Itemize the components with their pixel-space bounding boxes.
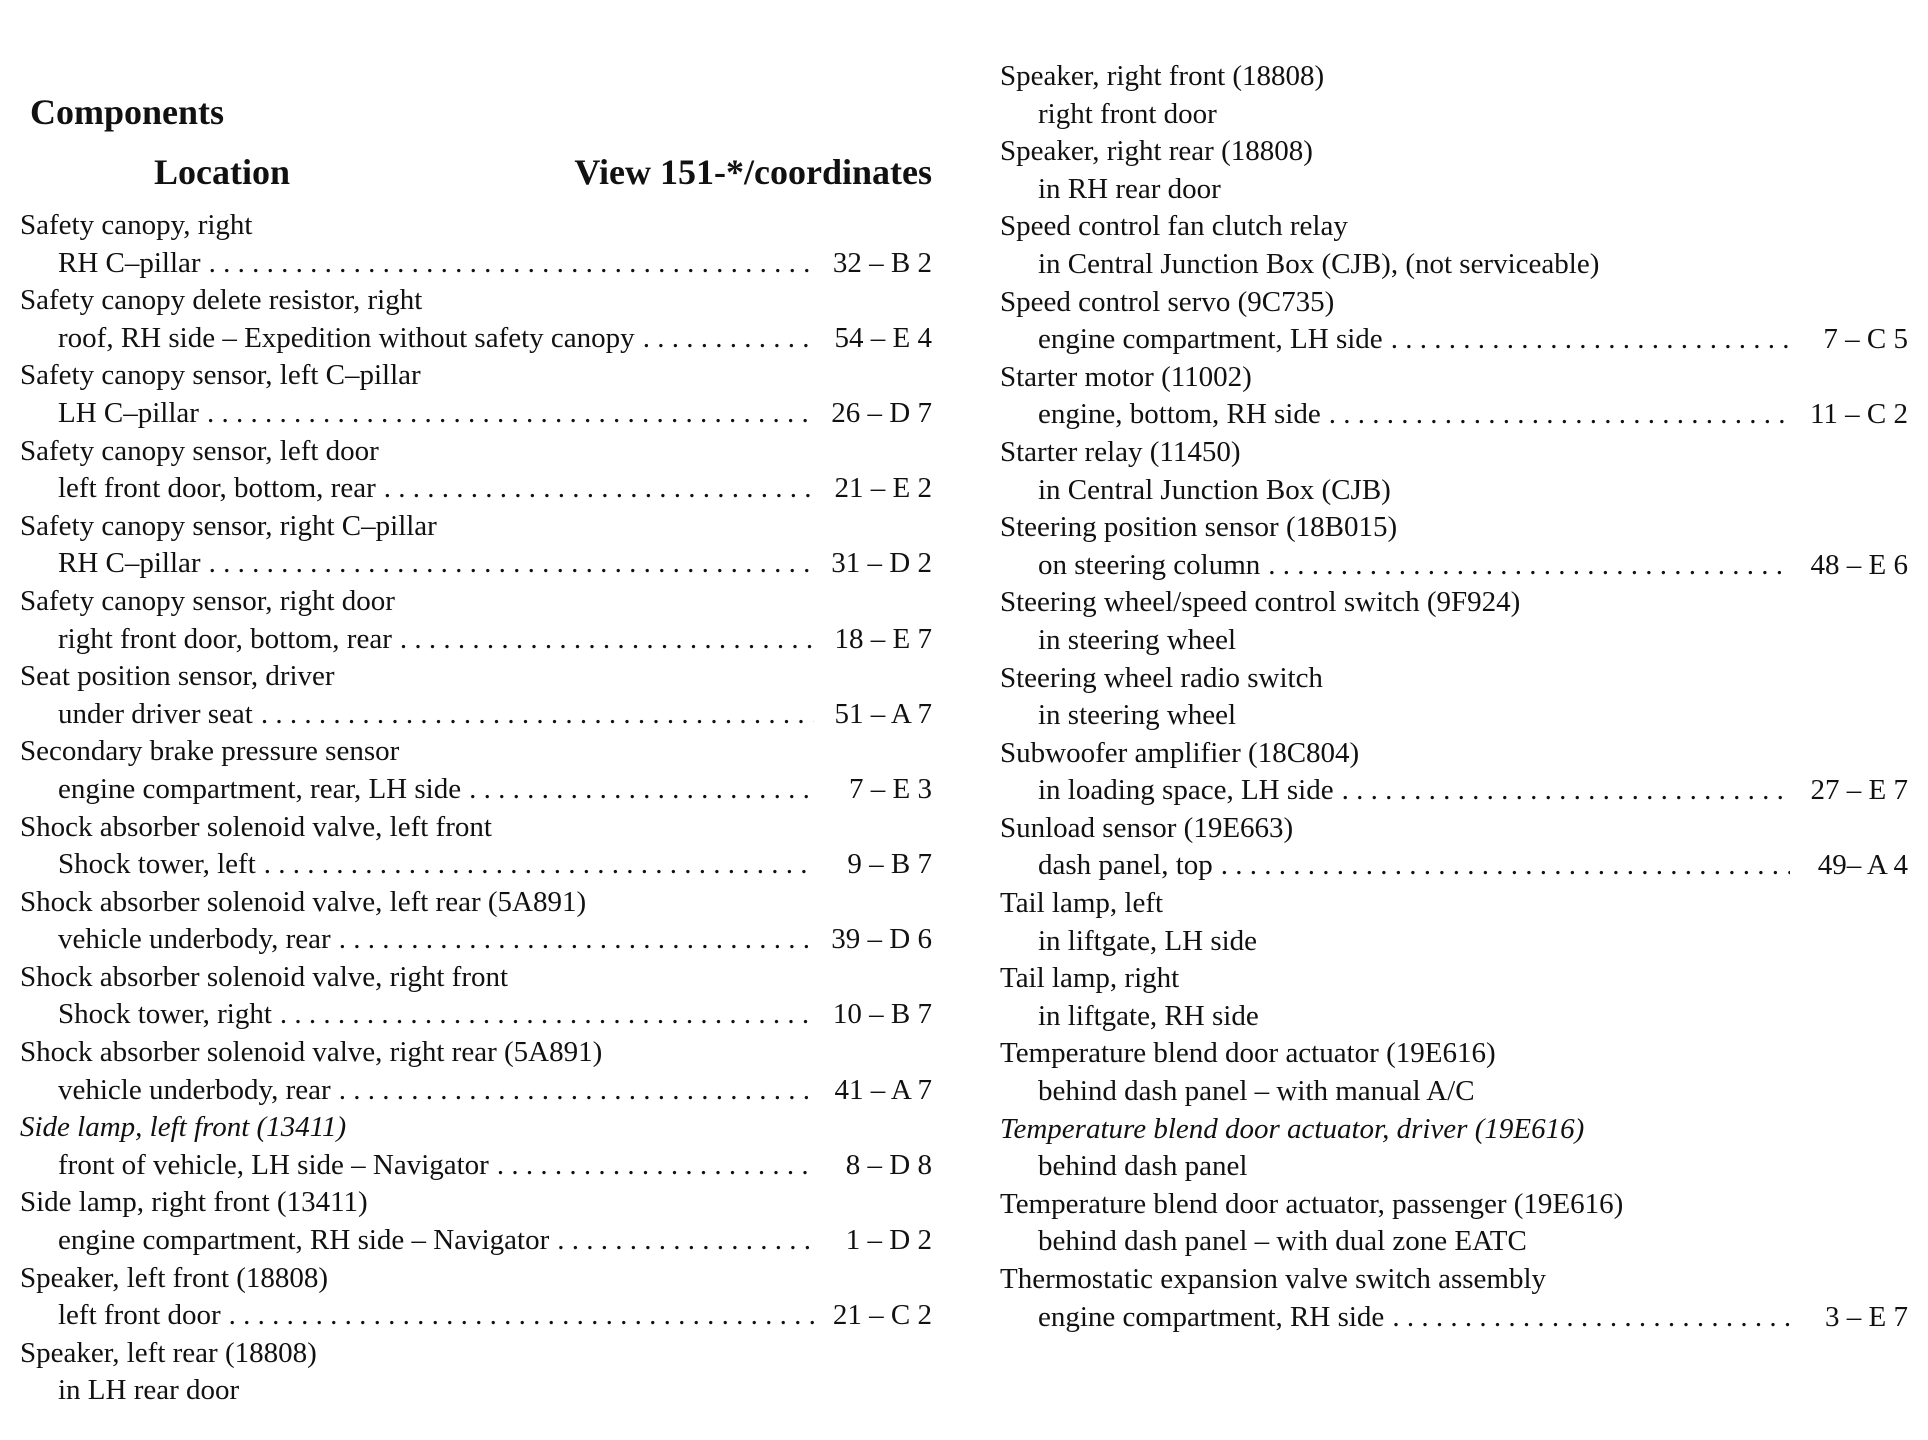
component-location: vehicle underbody, rear (58, 1073, 331, 1106)
component-location: vehicle underbody, rear (58, 923, 331, 956)
dot-leader (264, 846, 814, 884)
component-location: Shock tower, left (58, 848, 256, 881)
view-coordinate: 10 – B 7 (832, 998, 932, 1031)
component-name: Safety canopy, right (20, 209, 253, 241)
component-entry (20, 884, 932, 959)
dot-leader (339, 1072, 814, 1110)
dot-leader (209, 545, 814, 583)
component-entry (1000, 434, 1908, 509)
component-name: Speaker, left front (18808) (20, 1261, 329, 1294)
component-entry (20, 433, 932, 508)
component-location: dash panel, top (1038, 849, 1213, 882)
view-coordinate: 31 – D 2 (831, 547, 932, 580)
component-name: Speaker, right rear (18808) (1000, 135, 1313, 168)
view-coordinate: 18 – E 7 (834, 622, 932, 655)
component-entry (1000, 1111, 1908, 1186)
component-name: Shock absorber solenoid valve, right front (20, 960, 509, 993)
component-location: behind dash panel (1038, 1150, 1248, 1183)
component-entry (20, 733, 932, 808)
component-location: behind dash panel – with manual A/C (1038, 1075, 1475, 1108)
component-name: Safety canopy sensor, right door (20, 584, 395, 617)
component-name: Steering wheel radio switch (1000, 661, 1323, 694)
component-entry (1000, 1035, 1908, 1110)
component-entry (20, 1260, 932, 1335)
view-coordinate: 49– A 4 (1817, 849, 1908, 882)
component-location: roof, RH side – Expedition without safety canopy (58, 321, 635, 354)
component-entry (1000, 735, 1908, 810)
component-location: RH C–pillar (58, 547, 201, 580)
component-name: Safety canopy sensor, left door (20, 434, 379, 467)
component-name: Temperature blend door actuator (19E616) (1000, 1037, 1496, 1070)
component-location: right front door, bottom, rear (58, 622, 392, 655)
view-coordinate: 27 – E 7 (1810, 774, 1908, 807)
view-coordinate: 21 – E 2 (834, 472, 932, 505)
component-name: Secondary brake pressure sensor (20, 735, 400, 768)
column-header-row (20, 148, 932, 196)
component-location: in RH rear door (1038, 172, 1221, 205)
component-entry (1000, 133, 1908, 208)
component-name: Tail lamp, right (1000, 962, 1180, 995)
component-name: Side lamp, right front (13411) (20, 1186, 368, 1219)
component-entry (20, 959, 932, 1034)
component-location: engine compartment, RH side (1038, 1300, 1385, 1333)
component-entry (1000, 359, 1908, 434)
view-coordinate: 26 – D 7 (831, 396, 932, 429)
view-coordinate: 11 – C 2 (1809, 398, 1908, 431)
component-location: engine compartment, LH side (1038, 323, 1383, 356)
component-name: Temperature blend door actuator, driver (19E616) (1000, 1112, 1585, 1145)
component-entry (1000, 660, 1908, 735)
dot-leader (643, 320, 814, 358)
dot-leader (1268, 547, 1790, 585)
dot-leader (261, 696, 814, 734)
dot-leader (1391, 321, 1790, 359)
component-name: Safety canopy sensor, right C–pillar (20, 509, 437, 542)
component-location: behind dash panel – with dual zone EATC (1038, 1225, 1527, 1258)
component-location: engine compartment, rear, LH side (58, 772, 462, 805)
component-location: engine compartment, RH side – Navigator (58, 1224, 550, 1257)
component-entry (20, 1184, 932, 1259)
view-coordinate: 1 – D 2 (845, 1224, 932, 1257)
view-coordinate: 7 – E 3 (849, 772, 932, 805)
component-location: left front door (58, 1299, 221, 1332)
component-name: Seat position sensor, driver (20, 660, 335, 693)
component-name: Speaker, left rear (18808) (20, 1336, 317, 1369)
component-name: Speaker, right front (18808) (1000, 60, 1325, 92)
component-location: in liftgate, LH side (1038, 924, 1258, 957)
dot-leader (209, 245, 814, 283)
component-location: left front door, bottom, rear (58, 472, 376, 505)
component-name: Starter relay (11450) (1000, 435, 1241, 468)
component-name: Starter motor (11002) (1000, 360, 1252, 393)
component-entry (20, 1034, 932, 1109)
component-entry (1000, 1261, 1908, 1336)
component-entry (1000, 584, 1908, 659)
component-name: Thermostatic expansion valve switch assembly (1000, 1263, 1547, 1295)
component-entry (1000, 810, 1908, 885)
component-location: front of vehicle, LH side – Navigator (58, 1148, 489, 1181)
component-location: under driver seat (58, 697, 253, 730)
component-entry (1000, 58, 1908, 133)
component-location: in LH rear door (58, 1374, 240, 1407)
component-location: in steering wheel (1038, 623, 1237, 656)
dot-leader (1342, 772, 1790, 810)
component-entry (20, 1335, 932, 1410)
component-entry (1000, 1186, 1908, 1261)
component-name: Side lamp, left front (13411) (20, 1111, 347, 1144)
view-coordinate: 51 – A 7 (834, 697, 932, 730)
view-coordinate: 21 – C 2 (832, 1299, 932, 1332)
component-name: Speed control fan clutch relay (1000, 210, 1348, 243)
component-name: Tail lamp, left (1000, 887, 1164, 920)
dot-leader (1221, 847, 1790, 885)
dot-leader (400, 621, 814, 659)
left-component-list (20, 207, 932, 1410)
component-location: in liftgate, RH side (1038, 999, 1259, 1032)
view-coordinate: 41 – A 7 (834, 1073, 932, 1106)
dot-leader (384, 470, 814, 508)
component-location: on steering column (1038, 548, 1261, 581)
component-name: Shock absorber solenoid valve, left front (20, 810, 492, 843)
dot-leader (1392, 1299, 1790, 1337)
view-coordinate: 7 – C 5 (1823, 323, 1908, 356)
component-entry (20, 658, 932, 733)
component-location: engine, bottom, RH side (1038, 398, 1321, 431)
location-header: Location (154, 152, 291, 192)
component-entry (20, 357, 932, 432)
view-coordinate: 48 – E 6 (1810, 548, 1908, 581)
component-entry (1000, 885, 1908, 960)
component-entry (20, 207, 932, 282)
section-title: Components (30, 92, 225, 132)
view-coordinate: 32 – B 2 (832, 246, 932, 279)
component-name: Sunload sensor (19E663) (1000, 811, 1294, 844)
component-location: in loading space, LH side (1038, 774, 1334, 807)
component-name: Safety canopy delete resistor, right (20, 284, 423, 317)
component-entry (1000, 284, 1908, 359)
component-name: Steering wheel/speed control switch (9F924) (1000, 586, 1521, 619)
component-name: Shock absorber solenoid valve, left rear (5A891) (20, 885, 587, 918)
component-entry (20, 508, 932, 583)
view-coordinate: 9 – B 7 (847, 848, 932, 881)
component-location: Shock tower, right (58, 998, 272, 1031)
component-name: Speed control servo (9C735) (1000, 285, 1335, 318)
dot-leader (557, 1222, 814, 1260)
dot-leader (469, 771, 814, 809)
component-entry (20, 583, 932, 658)
right-component-list (1000, 58, 1908, 1336)
component-location: RH C–pillar (58, 246, 201, 279)
component-entry (1000, 960, 1908, 1035)
component-name: Safety canopy sensor, left C–pillar (20, 359, 421, 392)
dot-leader (280, 996, 814, 1034)
component-location: in steering wheel (1038, 699, 1237, 732)
dot-leader (1329, 396, 1790, 434)
dot-leader (229, 1297, 814, 1335)
view-coordinate: 3 – E 7 (1825, 1300, 1908, 1333)
component-location: in Central Junction Box (CJB) (1038, 473, 1391, 506)
view-coordinate: 39 – D 6 (831, 923, 932, 956)
view-coordinates-header: View 151-*/coordinates (574, 152, 932, 192)
component-entry (1000, 509, 1908, 584)
dot-leader (497, 1147, 814, 1185)
component-name: Temperature blend door actuator, passenger (19E616) (1000, 1187, 1624, 1220)
component-name: Subwoofer amplifier (18C804) (1000, 736, 1360, 769)
dot-leader (207, 395, 814, 433)
component-name: Steering position sensor (18B015) (1000, 511, 1398, 544)
component-entry (1000, 208, 1908, 283)
component-entry (20, 1109, 932, 1184)
component-entry (20, 282, 932, 357)
component-entry (20, 809, 932, 884)
component-location: LH C–pillar (58, 396, 199, 429)
view-coordinate: 8 – D 8 (845, 1148, 932, 1181)
component-name: Shock absorber solenoid valve, right rear (5A891) (20, 1036, 603, 1069)
component-location: right front door (1038, 97, 1217, 130)
dot-leader (339, 921, 814, 959)
view-coordinate: 54 – E 4 (834, 321, 932, 354)
component-location: in Central Junction Box (CJB), (not serviceable) (1038, 247, 1600, 280)
